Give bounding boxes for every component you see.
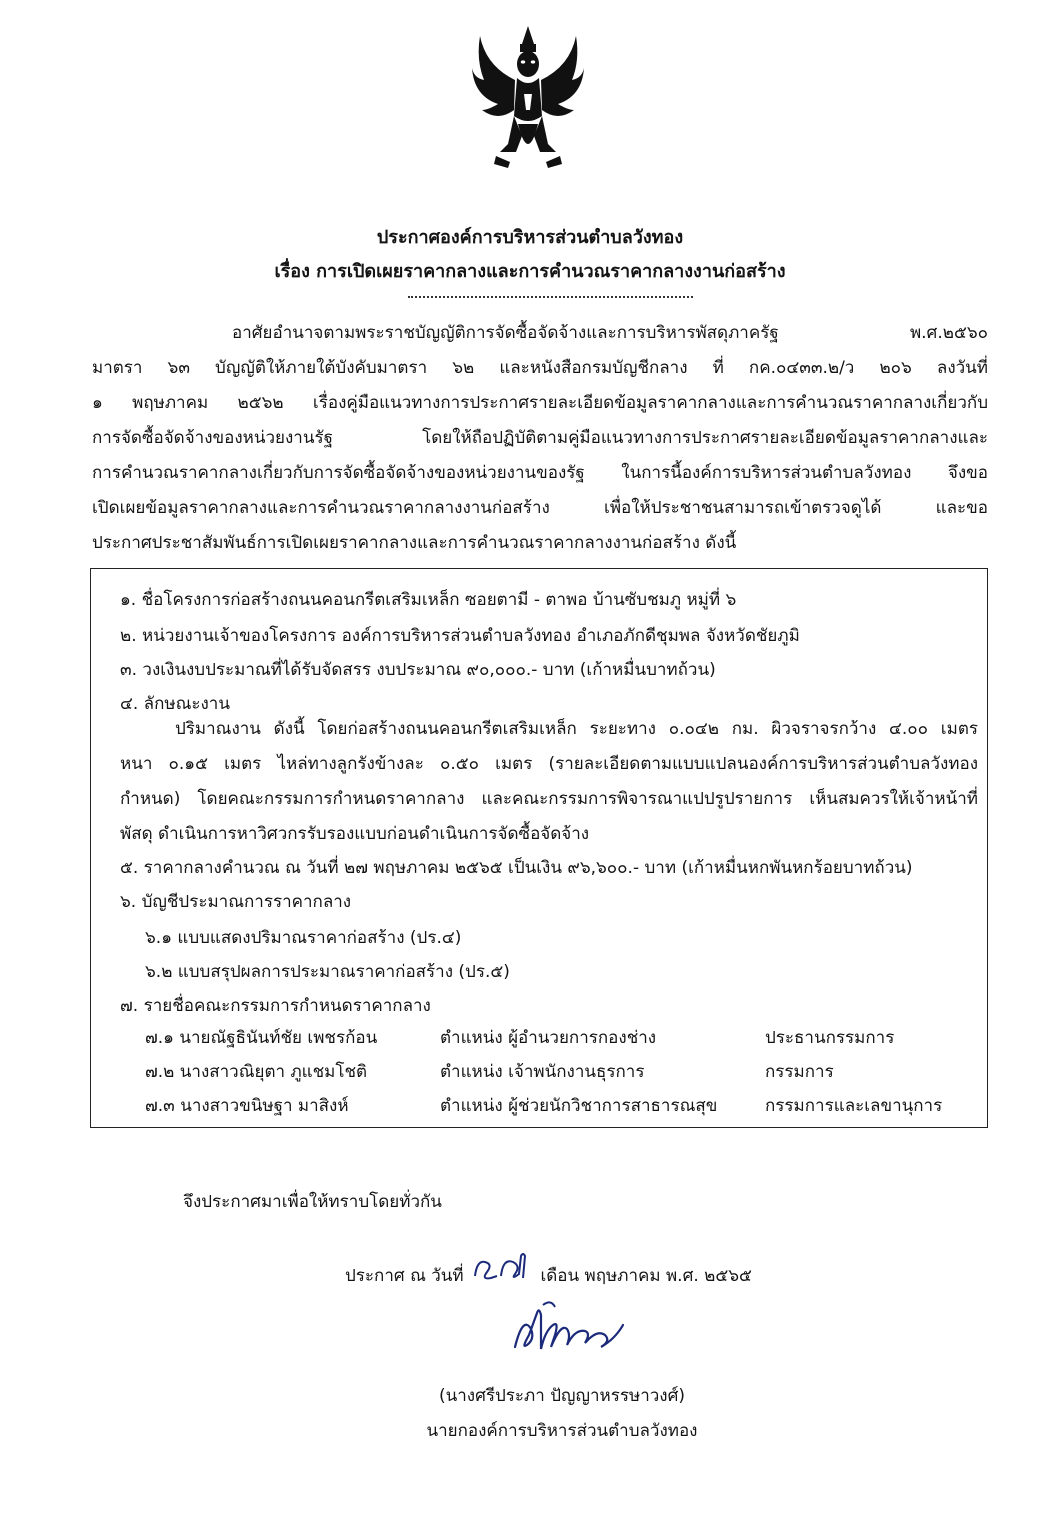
preamble-line: เปิดเผยข้อมูลราคากลางและการคำนวณราคากลางงานก่อสร้าง เพื่อให้ประชาชนสามารถเข้าตรวจดูได้ และขอ [92,498,988,518]
preamble-line: ประกาศประชาสัมพันธ์การเปิดเผยราคากลางและการคำนวณราคากลางงานก่อสร้าง ดังนี้ [92,533,737,553]
work-description-line: พัสดุ ดำเนินการหาวิศวกรรับรองแบบก่อนดำเนินการจัดซื้อจัดจ้าง [120,824,590,844]
item-median-price: ๕. ราคากลางคำนวณ ณ วันที่ ๒๗ พฤษภาคม ๒๕๖๕ เป็นเงิน ๙๖,๖๐๐.- บาท (เก้าหมื่นหกพันหกร้อยบาทถ้วน) [120,858,913,878]
work-description [120,712,978,852]
item-form-pr5: ๖.๒ แบบสรุปผลการประมาณราคาก่อสร้าง (ปร.๕) [145,962,510,982]
issue-date-prefix: ประกาศ ณ วันที่ [345,1266,464,1286]
preamble-line: การคำนวณราคากลางเกี่ยวกับการจัดซื้อจัดจ้างของหน่วยงานของรัฐ ในการนี้องค์การบริหารส่วนตำบลวังทอง จึงขอ [92,463,988,483]
work-description-line: ปริมาณงาน ดังนี้ โดยก่อสร้างถนนคอนกรีตเสริมเหล็ก ระยะทาง ๐.๐๔๒ กม. ผิวจราจรกว้าง ๔.๐๐ เมตร [175,719,978,739]
announcement-subject: เรื่อง การเปิดเผยราคากลางและการคำนวณราคากลางงานก่อสร้าง [274,261,786,282]
preamble-line: มาตรา ๖๓ บัญญัติให้ภายใต้บังคับมาตรา ๖๒ และหนังสือกรมบัญชีกลาง ที่ กค.๐๔๓๓.๒/ว ๒๐๖ ลงวันที่ [92,358,988,378]
preamble-paragraph [92,316,988,561]
issue-date-suffix: เดือน พฤษภาคม พ.ศ. ๒๕๖๕ [540,1266,752,1286]
item-estimate-list: ๖. บัญชีประมาณการราคากลาง [120,892,352,912]
item-owner-agency: ๒. หน่วยงานเจ้าของโครงการ องค์การบริหารส่วนตำบลวังทอง อำเภอภักดีชุมพล จังหวัดชัยภูมิ [120,626,800,646]
item-form-pr4: ๖.๑ แบบแสดงปริมาณราคาก่อสร้าง (ปร.๔) [145,928,462,948]
committee-member-name: ๗.๒ นางสาวณิยุตา ภูแชมโชติ [145,1062,368,1082]
committee-member-position: ตำแหน่ง ผู้ช่วยนักวิชาการสาธารณสุข [440,1096,718,1116]
closing-statement: จึงประกาศมาเพื่อให้ทราบโดยทั่วกัน [183,1192,442,1212]
signature-mark [505,1295,635,1365]
item-committee-heading: ๗. รายชื่อคณะกรรมการกำหนดราคากลาง [120,996,431,1016]
committee-member-position: ตำแหน่ง ผู้อำนวยการกองช่าง [440,1028,657,1048]
item-budget: ๓. วงเงินงบประมาณที่ได้รับจัดสรร งบประมาณ ๙๐,๐๐๐.- บาท (เก้าหมื่นบาทถ้วน) [120,660,716,680]
signatory-title: นายกองค์การบริหารส่วนตำบลวังทอง [426,1421,698,1441]
committee-member-role: กรรมการ [765,1062,834,1082]
preamble-line: การจัดซื้อจัดจ้างของหน่วยงานรัฐ โดยให้ถือปฏิบัติตามคู่มือแนวทางการประกาศรายละเอียดข้อมูลราคากลางและ [92,428,988,448]
work-description-line: กำหนด) โดยคณะกรรมการกำหนดราคากลาง และคณะกรรมการพิจารณาแปปรูปรายการ เห็นสมควรให้เจ้าหน้าที่ [120,789,978,809]
handwritten-day [469,1266,535,1286]
issue-date-line [345,1262,752,1289]
committee-member-position: ตำแหน่ง เจ้าพนักงานธุรการ [440,1062,645,1082]
committee-member-name: ๗.๑ นายณัฐธินันท์ชัย เพชรก้อน [145,1028,378,1048]
dotted-divider [408,296,693,298]
signatory-name: (นางศรีประภา ปัญญาหรรษาวงศ์) [438,1386,686,1406]
preamble-line: อาศัยอำนาจตามพระราชบัญญัติการจัดซื้อจัดจ้างและการบริหารพัสดุภาครัฐ พ.ศ.๒๕๖๐ [232,323,988,343]
garuda-emblem-icon [468,18,588,178]
committee-member-name: ๗.๓ นางสาวขนิษฐา มาสิงห์ [145,1096,349,1116]
item-project-name: ๑. ชื่อโครงการก่อสร้างถนนคอนกรีตเสริมเหล็ก ซอยตามี - ตาพอ บ้านซับชมภู หมู่ที่ ๖ [120,590,737,610]
item-work-type: ๔. ลักษณะงาน [120,694,230,714]
committee-member-role: กรรมการและเลขานุการ [765,1096,943,1116]
work-description-line: หนา ๐.๑๕ เมตร ไหล่ทางลูกรังข้างละ ๐.๕๐ เมตร (รายละเอียดตามแบบแปลนองค์การบริหารส่วนตำบลวังทอง [120,754,978,774]
announcement-title: ประกาศองค์การบริหารส่วนตำบลวังทอง [376,227,684,248]
preamble-line: ๑ พฤษภาคม ๒๕๖๒ เรื่องคู่มือแนวทางการประกาศรายละเอียดข้อมูลราคากลางและการคำนวณราคากลางเกี่ยวกับ [92,393,988,413]
committee-member-role: ประธานกรรมการ [765,1028,895,1048]
